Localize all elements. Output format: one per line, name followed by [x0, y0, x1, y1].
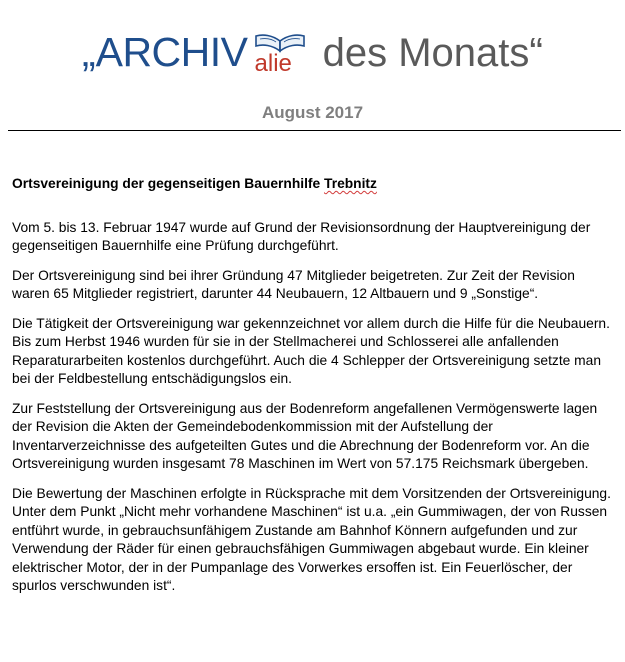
issue-date: August 2017: [261, 103, 364, 122]
logo-alie-block: [248, 27, 312, 87]
article-title-place: Trebnitz: [324, 176, 377, 191]
paragraph-land-reform: Zur Feststellung der Ortsvereinigung aus der Bodenreform angefallenen Vermögenswerte lagen der Revision die Akten der Gemeindebodenkommission mit der Aufstellung der Inventarverzeichnisse des aufgeteilten Gutes und die Abrechnung der Bodenreform vor. An die Ortsvereinigung wurden insgesamt 78 Maschinen im Wert von 57.175 Reichsmark übergeben.: [12, 400, 598, 471]
logo-des-monats-text: des Monats: [311, 31, 530, 75]
article-body: [12, 175, 614, 607]
paragraph-revision-dates: Vom 5. bis 13. Februar 1947 wurde auf Grund der Revisionsordnung der Hauptvereinigung der gegenseitigen Bauernhilfe eine Prüfung durchgeführt.: [12, 219, 591, 253]
logo-archiv-text: ARCHIV: [95, 29, 248, 75]
masthead-logo: [0, 18, 625, 86]
header-divider: [8, 130, 621, 131]
article-title: [12, 175, 614, 194]
article-title-main: Ortsvereinigung der gegenseitigen Bauernhilfe: [12, 176, 325, 191]
logo-alie-text: alie: [254, 50, 292, 77]
logo-close-quote: “: [529, 29, 544, 75]
logo-open-quote: „: [81, 29, 96, 75]
paragraph-machine-valuation: Die Bewertung der Maschinen erfolgte in Rücksprache mit dem Vorsitzenden der Ortsvereinigung. Unter dem Punkt „Nicht mehr vorhandene Maschinen“ ist u.a. „ein Gummiwagen, der von Russen entführt wurde, in gebrauchsunfähigem Zustande am Bahnhof Könnern aufgefunden und zur Verwendung der Räder für einen gebrauchsfähigen Gummiwagen abgebaut wurde. Ein kleiner elektrischer Motor, der in der Pumpanlage des Vorwerkes ersoffen ist. Ein Feuerlöscher, der spurlos verschwunden ist“.: [12, 485, 611, 593]
paragraph-members: Der Ortsvereinigung sind bei ihrer Gründung 47 Mitglieder beigetreten. Zur Zeit der Revision waren 65 Mitglieder registriert, darunter 44 Neubauern, 12 Altbauern und 9 „Sonstige“.: [12, 267, 575, 301]
paragraph-activities: Die Tätigkeit der Ortsvereinigung war gekennzeichnet vor allem durch die Hilfe für die Neubauern. Bis zum Herbst 1946 wurden für sie in der Stellmacherei und Schlosserei alle anfallenden Reparaturarbeiten kostenlos durchgeführt. Auch die 4 Schlepper der Ortsvereinigung setzte man bei der Feldbestellung entschädigungslos ein.: [12, 315, 610, 386]
